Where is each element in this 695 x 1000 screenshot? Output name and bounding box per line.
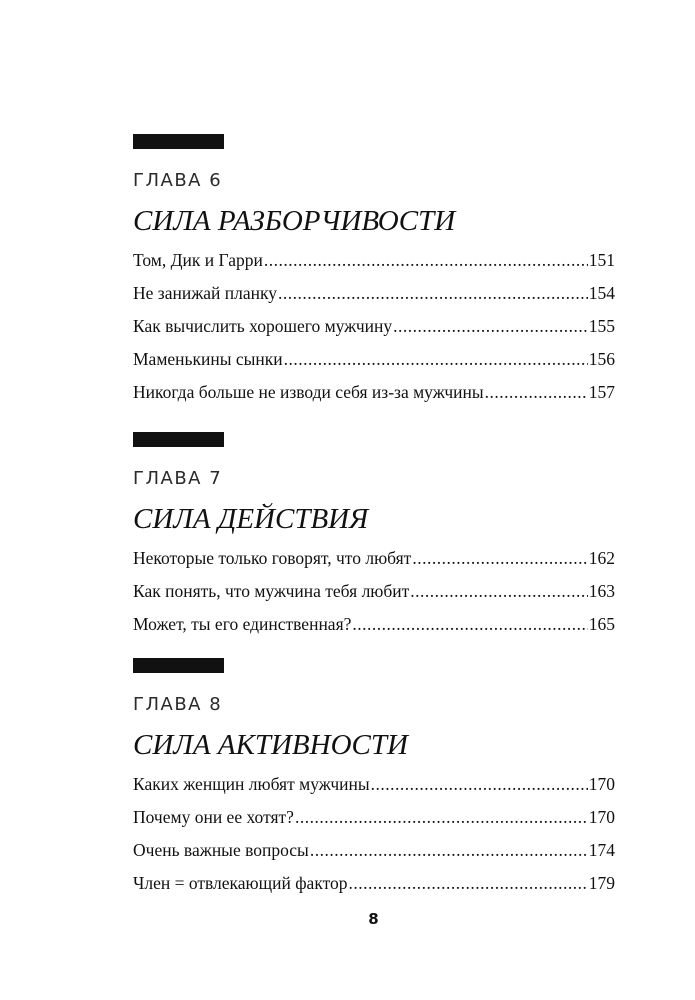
toc-entry — [133, 277, 615, 310]
toc-entry-page: 162 — [588, 548, 615, 568]
dot-leader — [371, 768, 588, 801]
toc-entry-page: 155 — [588, 316, 615, 336]
toc-entry-page: 151 — [588, 250, 615, 270]
toc-entry-page: 154 — [588, 283, 615, 303]
dot-leader — [352, 608, 587, 641]
toc-entry-page: 156 — [588, 349, 615, 369]
toc-entries — [133, 542, 615, 641]
toc-entry — [133, 867, 615, 900]
dot-leader — [393, 310, 588, 343]
toc-entry-title: Некоторые только говорят, что любят — [133, 548, 412, 568]
chapter-label: ГЛАВА 6 — [133, 170, 223, 191]
dot-leader — [412, 542, 587, 575]
toc-entry — [133, 542, 615, 575]
chapter-title: СИЛА ДЕЙСТВИЯ — [133, 503, 369, 535]
chapter-title: СИЛА АКТИВНОСТИ — [133, 729, 408, 761]
dot-leader — [410, 575, 587, 608]
toc-entry-title: Очень важные вопросы — [133, 840, 309, 860]
dot-leader — [264, 244, 588, 277]
toc-entry — [133, 376, 615, 409]
chapter-title: СИЛА РАЗБОРЧИВОСТИ — [133, 205, 456, 237]
toc-entry-page: 179 — [588, 873, 615, 893]
toc-entry-title: Может, ты его единственная? — [133, 614, 352, 634]
toc-entry-title: Никогда больше не изводи себя из-за мужчины — [133, 382, 484, 402]
page-number: 8 — [368, 910, 379, 928]
toc-entries — [133, 244, 615, 409]
toc-entry — [133, 575, 615, 608]
dot-leader — [310, 834, 588, 867]
chapter-8 — [133, 658, 615, 900]
chapter-6 — [133, 134, 615, 409]
toc-entry-page: 163 — [588, 581, 615, 601]
toc-entry — [133, 768, 615, 801]
toc-entries — [133, 768, 615, 900]
chapter-bar — [133, 134, 224, 149]
toc-entry-page: 170 — [588, 774, 615, 794]
chapter-label: ГЛАВА 7 — [133, 468, 223, 489]
toc-entry-page: 157 — [588, 382, 615, 402]
toc-entry — [133, 310, 615, 343]
toc-entry — [133, 834, 615, 867]
toc-entry-title: Том, Дик и Гарри — [133, 250, 263, 270]
toc-entry-title: Как вычислить хорошего мужчину — [133, 316, 393, 336]
toc-entry-title: Член = отвлекающий фактор — [133, 873, 348, 893]
dot-leader — [485, 376, 588, 409]
toc-entry — [133, 244, 615, 277]
dot-leader — [295, 801, 588, 834]
chapter-bar — [133, 658, 224, 673]
chapter-label: ГЛАВА 8 — [133, 694, 223, 715]
dot-leader — [278, 277, 588, 310]
toc-entry-page: 165 — [588, 614, 615, 634]
toc-entry-title: Не занижай планку — [133, 283, 278, 303]
toc-entry-page: 170 — [588, 807, 615, 827]
toc-entry-page: 174 — [588, 840, 615, 860]
toc-entry-title: Как понять, что мужчина тебя любит — [133, 581, 410, 601]
dot-leader — [284, 343, 588, 376]
toc-entry — [133, 608, 615, 641]
toc-entry-title: Маменькины сынки — [133, 349, 283, 369]
dot-leader — [349, 867, 588, 900]
chapter-7 — [133, 432, 615, 641]
chapter-bar — [133, 432, 224, 447]
toc-entry-title: Почему они ее хотят? — [133, 807, 294, 827]
toc-entry — [133, 343, 615, 376]
toc-entry — [133, 801, 615, 834]
toc-entry-title: Каких женщин любят мужчины — [133, 774, 370, 794]
